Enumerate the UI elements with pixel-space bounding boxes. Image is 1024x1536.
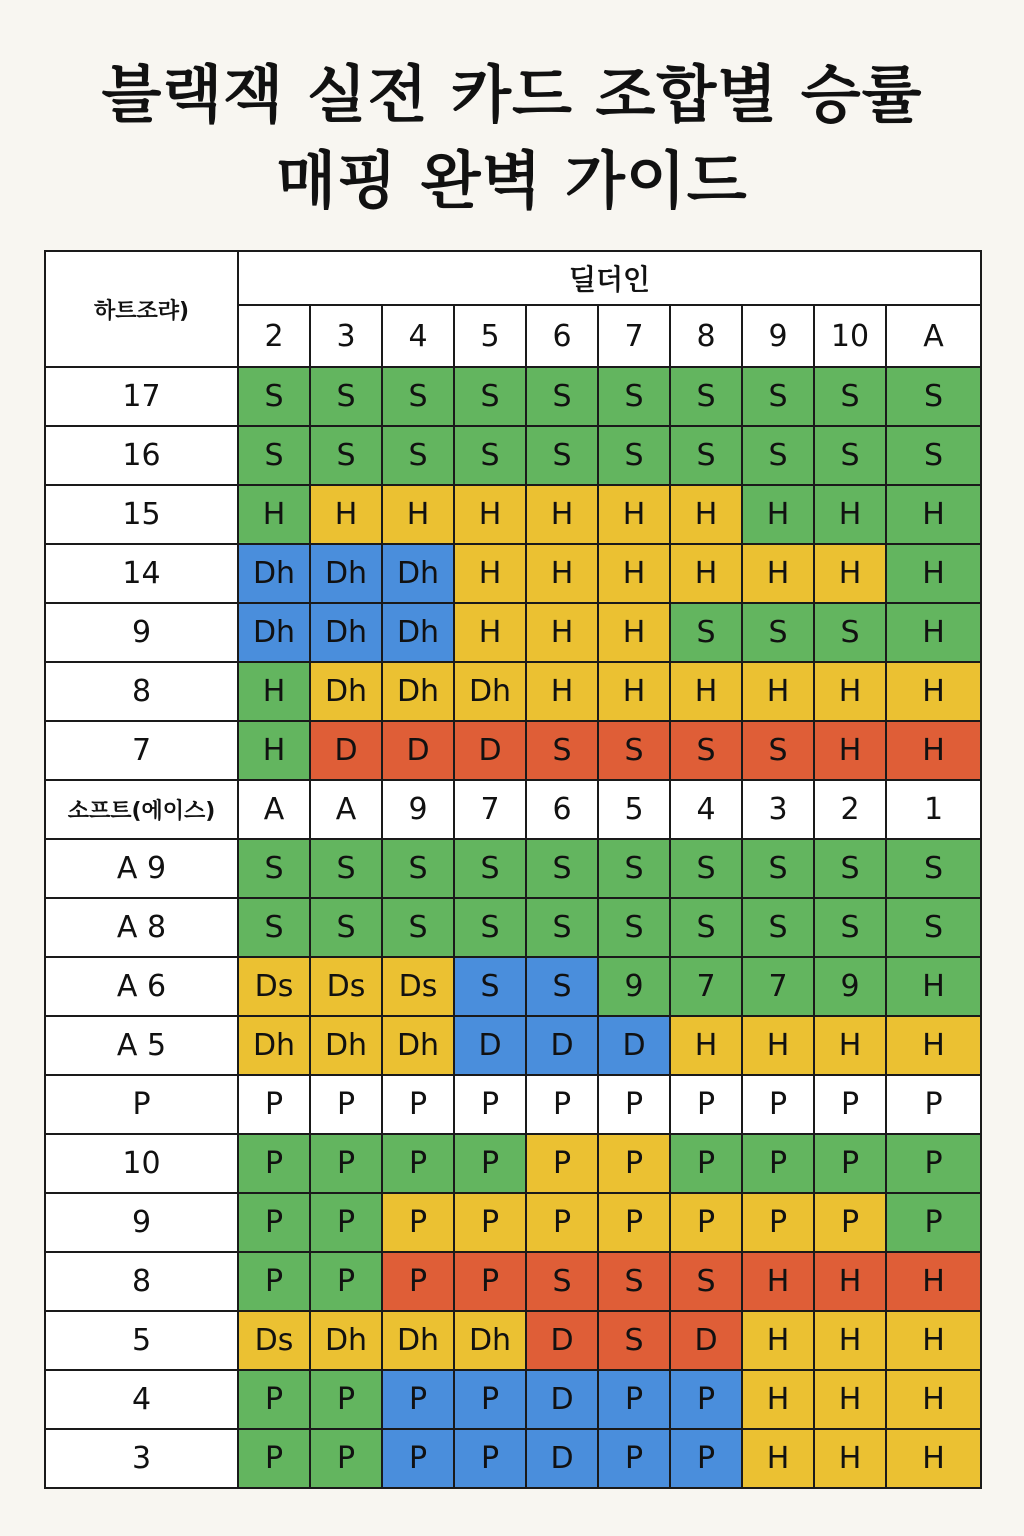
action-cell: S: [310, 839, 382, 898]
action-cell: 9: [598, 957, 670, 1016]
action-cell: S: [670, 367, 742, 426]
action-cell: S: [670, 426, 742, 485]
action-cell: P: [382, 1429, 454, 1488]
action-cell: P: [886, 1193, 981, 1252]
action-cell: H: [886, 957, 981, 1016]
action-cell: P: [526, 1134, 598, 1193]
page-title: [0, 52, 1024, 224]
action-cell: H: [886, 1429, 981, 1488]
action-cell: Ds: [382, 957, 454, 1016]
action-cell: Dh: [454, 1311, 526, 1370]
action-cell: H: [670, 485, 742, 544]
action-cell: S: [886, 898, 981, 957]
action-cell: S: [454, 957, 526, 1016]
action-cell: Dh: [310, 603, 382, 662]
action-cell: S: [670, 839, 742, 898]
action-cell: H: [310, 485, 382, 544]
action-cell: P: [310, 1075, 382, 1134]
action-cell: H: [238, 662, 310, 721]
action-cell: P: [598, 1429, 670, 1488]
table-row: [45, 426, 981, 485]
action-cell: P: [742, 1075, 814, 1134]
action-cell: Dh: [382, 544, 454, 603]
action-cell: S: [742, 603, 814, 662]
action-cell: Ds: [310, 957, 382, 1016]
action-cell: D: [310, 721, 382, 780]
action-cell: Dh: [454, 662, 526, 721]
action-cell: P: [454, 1252, 526, 1311]
row-label: A 8: [45, 898, 238, 957]
action-cell: H: [670, 662, 742, 721]
table-row: [45, 662, 981, 721]
action-cell: S: [238, 839, 310, 898]
action-cell: P: [670, 1075, 742, 1134]
table-row: [45, 603, 981, 662]
action-cell: 7: [670, 957, 742, 1016]
action-cell: P: [814, 1075, 886, 1134]
dealer-column-header: 7: [598, 305, 670, 367]
action-cell: Dh: [382, 1311, 454, 1370]
action-cell: H: [454, 544, 526, 603]
action-cell: 1: [886, 780, 981, 839]
action-cell: S: [454, 839, 526, 898]
table-row: [45, 898, 981, 957]
action-cell: D: [670, 1311, 742, 1370]
action-cell: 7: [742, 957, 814, 1016]
action-cell: P: [670, 1134, 742, 1193]
action-cell: Dh: [238, 603, 310, 662]
table-row: [45, 957, 981, 1016]
strategy-table: [44, 250, 982, 1489]
action-cell: S: [238, 898, 310, 957]
action-cell: H: [526, 662, 598, 721]
table-row: [45, 839, 981, 898]
row-label: A 9: [45, 839, 238, 898]
action-cell: S: [454, 426, 526, 485]
action-cell: 6: [526, 780, 598, 839]
row-label: 3: [45, 1429, 238, 1488]
action-cell: P: [238, 1193, 310, 1252]
action-cell: P: [310, 1193, 382, 1252]
action-cell: S: [742, 367, 814, 426]
action-cell: H: [814, 1311, 886, 1370]
dealer-column-header: 3: [310, 305, 382, 367]
action-cell: 5: [598, 780, 670, 839]
row-label: 4: [45, 1370, 238, 1429]
action-cell: H: [742, 662, 814, 721]
action-cell: P: [310, 1429, 382, 1488]
section-header-row: [45, 780, 981, 839]
action-cell: 9: [382, 780, 454, 839]
action-cell: H: [814, 1370, 886, 1429]
action-cell: P: [382, 1252, 454, 1311]
action-cell: D: [454, 721, 526, 780]
action-cell: P: [742, 1193, 814, 1252]
action-cell: Dh: [382, 1016, 454, 1075]
table-row: [45, 721, 981, 780]
action-cell: S: [526, 367, 598, 426]
action-cell: S: [886, 426, 981, 485]
action-cell: P: [238, 1370, 310, 1429]
dealer-column-header: 10: [814, 305, 886, 367]
action-cell: P: [238, 1252, 310, 1311]
action-cell: Dh: [238, 1016, 310, 1075]
dealer-column-header: 2: [238, 305, 310, 367]
table-row: [45, 1193, 981, 1252]
action-cell: H: [886, 1370, 981, 1429]
action-cell: P: [670, 1193, 742, 1252]
action-cell: S: [310, 426, 382, 485]
dealer-column-header: 8: [670, 305, 742, 367]
action-cell: S: [670, 898, 742, 957]
action-cell: P: [310, 1252, 382, 1311]
action-cell: P: [454, 1134, 526, 1193]
row-label: A 6: [45, 957, 238, 1016]
action-cell: P: [382, 1134, 454, 1193]
row-label: 17: [45, 367, 238, 426]
action-cell: S: [382, 426, 454, 485]
action-cell: S: [598, 1311, 670, 1370]
action-cell: S: [670, 721, 742, 780]
action-cell: 3: [742, 780, 814, 839]
dealer-column-header: 6: [526, 305, 598, 367]
row-label: A 5: [45, 1016, 238, 1075]
action-cell: H: [526, 485, 598, 544]
action-cell: H: [670, 544, 742, 603]
action-cell: S: [382, 898, 454, 957]
section-label: 소프트(에이스): [45, 780, 238, 839]
action-cell: 4: [670, 780, 742, 839]
action-cell: P: [454, 1193, 526, 1252]
table-row: [45, 1134, 981, 1193]
action-cell: H: [886, 603, 981, 662]
row-label: 9: [45, 1193, 238, 1252]
action-cell: P: [886, 1134, 981, 1193]
action-cell: Dh: [310, 662, 382, 721]
action-cell: S: [526, 839, 598, 898]
action-cell: S: [598, 898, 670, 957]
action-cell: 2: [814, 780, 886, 839]
action-cell: H: [742, 1429, 814, 1488]
action-cell: Dh: [382, 662, 454, 721]
action-cell: H: [742, 1311, 814, 1370]
action-cell: S: [238, 367, 310, 426]
action-cell: S: [310, 367, 382, 426]
action-cell: P: [238, 1075, 310, 1134]
action-cell: Dh: [310, 1016, 382, 1075]
action-cell: S: [814, 367, 886, 426]
table-row: [45, 1252, 981, 1311]
action-cell: P: [310, 1134, 382, 1193]
row-label: 9: [45, 603, 238, 662]
action-cell: H: [886, 485, 981, 544]
action-cell: P: [238, 1429, 310, 1488]
action-cell: P: [238, 1134, 310, 1193]
action-cell: S: [886, 367, 981, 426]
action-cell: P: [742, 1134, 814, 1193]
dealer-column-header: A: [886, 305, 981, 367]
action-cell: H: [454, 485, 526, 544]
action-cell: Dh: [382, 603, 454, 662]
action-cell: H: [598, 485, 670, 544]
table-row: [45, 485, 981, 544]
action-cell: P: [382, 1075, 454, 1134]
action-cell: P: [886, 1075, 981, 1134]
action-cell: P: [526, 1193, 598, 1252]
row-label: 10: [45, 1134, 238, 1193]
action-cell: H: [814, 1252, 886, 1311]
action-cell: P: [382, 1370, 454, 1429]
action-cell: H: [814, 721, 886, 780]
action-cell: H: [886, 1016, 981, 1075]
action-cell: H: [886, 1252, 981, 1311]
action-cell: P: [670, 1429, 742, 1488]
action-cell: P: [598, 1075, 670, 1134]
action-cell: S: [454, 898, 526, 957]
action-cell: P: [310, 1370, 382, 1429]
action-cell: S: [814, 603, 886, 662]
action-cell: H: [526, 603, 598, 662]
action-cell: A: [238, 780, 310, 839]
action-cell: S: [526, 957, 598, 1016]
row-label: 16: [45, 426, 238, 485]
action-cell: H: [742, 1016, 814, 1075]
action-cell: D: [526, 1016, 598, 1075]
dealer-column-header: 9: [742, 305, 814, 367]
action-cell: S: [382, 839, 454, 898]
action-cell: S: [814, 839, 886, 898]
action-cell: S: [382, 367, 454, 426]
action-cell: H: [598, 603, 670, 662]
action-cell: P: [526, 1075, 598, 1134]
row-label: 5: [45, 1311, 238, 1370]
row-label: 7: [45, 721, 238, 780]
action-cell: S: [598, 839, 670, 898]
action-cell: S: [742, 426, 814, 485]
table-row: [45, 1016, 981, 1075]
action-cell: H: [742, 1370, 814, 1429]
action-cell: H: [238, 485, 310, 544]
action-cell: H: [598, 544, 670, 603]
dealer-column-header: 4: [382, 305, 454, 367]
action-cell: S: [526, 426, 598, 485]
action-cell: S: [598, 426, 670, 485]
action-cell: S: [742, 898, 814, 957]
action-cell: S: [310, 898, 382, 957]
action-cell: H: [742, 544, 814, 603]
action-cell: 7: [454, 780, 526, 839]
action-cell: S: [814, 426, 886, 485]
action-cell: D: [526, 1311, 598, 1370]
action-cell: P: [382, 1193, 454, 1252]
action-cell: D: [526, 1429, 598, 1488]
action-cell: H: [454, 603, 526, 662]
action-cell: S: [742, 839, 814, 898]
action-cell: S: [526, 1252, 598, 1311]
action-cell: D: [598, 1016, 670, 1075]
action-cell: H: [886, 1311, 981, 1370]
table-row: [45, 1370, 981, 1429]
action-cell: H: [814, 662, 886, 721]
action-cell: S: [742, 721, 814, 780]
action-cell: Dh: [238, 544, 310, 603]
title-line-2: 매핑 완벽 가이드: [276, 144, 748, 217]
action-cell: D: [454, 1016, 526, 1075]
row-label: 8: [45, 1252, 238, 1311]
action-cell: S: [670, 1252, 742, 1311]
action-cell: S: [598, 1252, 670, 1311]
action-cell: P: [670, 1370, 742, 1429]
action-cell: A: [310, 780, 382, 839]
action-cell: S: [670, 603, 742, 662]
row-label: 8: [45, 662, 238, 721]
row-label: 15: [45, 485, 238, 544]
action-cell: H: [814, 1016, 886, 1075]
action-cell: H: [382, 485, 454, 544]
action-cell: H: [742, 485, 814, 544]
action-cell: S: [526, 721, 598, 780]
action-cell: S: [238, 426, 310, 485]
action-cell: P: [454, 1075, 526, 1134]
action-cell: Ds: [238, 1311, 310, 1370]
table-row: [45, 1075, 981, 1134]
action-cell: P: [598, 1193, 670, 1252]
action-cell: P: [814, 1134, 886, 1193]
table-row: [45, 367, 981, 426]
action-cell: D: [382, 721, 454, 780]
action-cell: H: [814, 544, 886, 603]
action-cell: S: [886, 839, 981, 898]
action-cell: H: [742, 1252, 814, 1311]
action-cell: H: [598, 662, 670, 721]
table-row: [45, 544, 981, 603]
action-cell: P: [598, 1134, 670, 1193]
corner-label: 하트조랴): [45, 251, 238, 367]
action-cell: P: [454, 1429, 526, 1488]
action-cell: S: [814, 898, 886, 957]
action-cell: 9: [814, 957, 886, 1016]
table-row: [45, 1311, 981, 1370]
row-label: 14: [45, 544, 238, 603]
action-cell: P: [454, 1370, 526, 1429]
action-cell: H: [886, 544, 981, 603]
action-cell: D: [526, 1370, 598, 1429]
dealer-column-header: 5: [454, 305, 526, 367]
action-cell: H: [886, 662, 981, 721]
action-cell: H: [238, 721, 310, 780]
action-cell: H: [814, 1429, 886, 1488]
table-row: [45, 1429, 981, 1488]
action-cell: P: [598, 1370, 670, 1429]
action-cell: Ds: [238, 957, 310, 1016]
action-cell: P: [814, 1193, 886, 1252]
action-cell: H: [886, 721, 981, 780]
action-cell: S: [454, 367, 526, 426]
action-cell: S: [526, 898, 598, 957]
action-cell: H: [670, 1016, 742, 1075]
dealer-caption: 딜더인: [238, 251, 981, 305]
row-label: P: [45, 1075, 238, 1134]
title-line-1: 블랙잭 실전 카드 조합별 승률: [101, 58, 923, 131]
action-cell: H: [814, 485, 886, 544]
action-cell: H: [526, 544, 598, 603]
action-cell: Dh: [310, 544, 382, 603]
action-cell: S: [598, 721, 670, 780]
action-cell: Dh: [310, 1311, 382, 1370]
action-cell: S: [598, 367, 670, 426]
